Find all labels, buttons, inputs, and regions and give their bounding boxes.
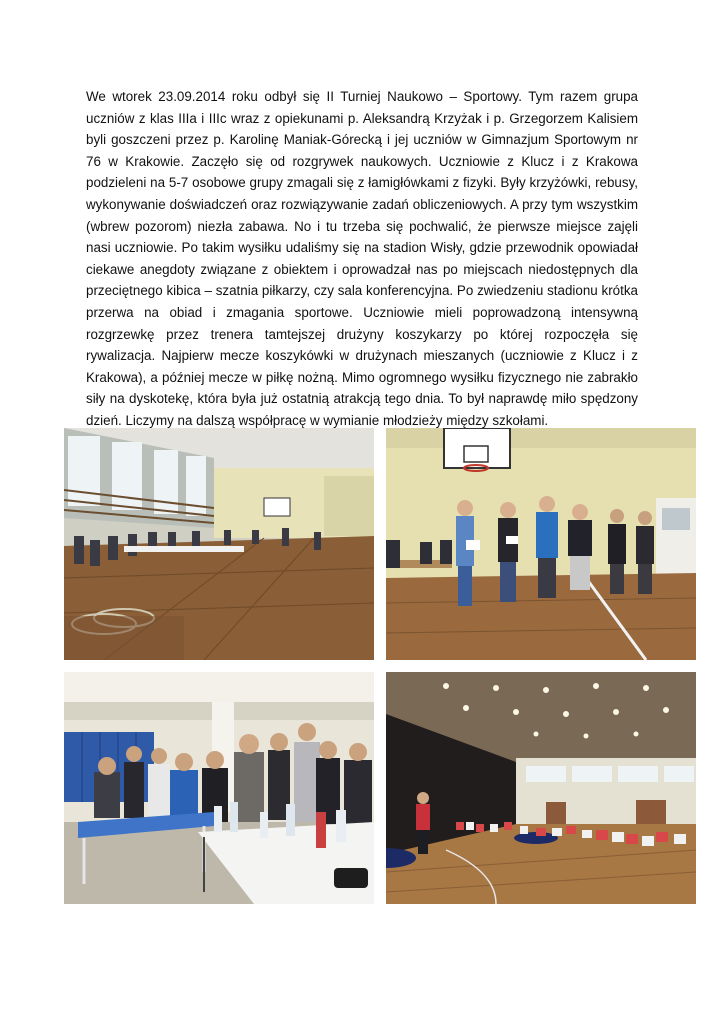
- article-paragraph: We wtorek 23.09.2014 roku odbył się II Turniej Naukowo – Sportowy. Tym razem grupa uczniów z klas IIIa i IIIc wraz z opiekunami p. Aleksandrą Krzyżak i p. Grzegorzem Kalisiem byli goszczeni przez p. Karolinę Maniak-Górecką i jej uczniów w Gimnazjum Sportowym nr 76 w Krakowie. Zaczęło się od rozgrywek naukowych. Uczniowie z Klucz i z Krakowa podzieleni na 5-7 osobowe grupy zmagali się z łamigłówkami z fizyki. Były krzyżówki, rebusy, wykonywanie doświadczeń oraz rozwiązywanie zadań obliczeniowych. A przy tym wszystkim (wbrew pozorom) niezła zabawa. No i tu trzeba się pochwalić, że pierwsze miejsce zajęli nasi uczniowie. Po takim wysiłku udaliśmy się na stadion Wisły, gdzie przewodnik opowiadał ciekawe anegdoty związane z obiektem i oprowadzał nas po miejscach niedostępnych dla przeciętnego kibica – szatnia piłkarzy, czy sala konferencyjna. Po zwiedzeniu stadionu krótka przerwa na obiad i zmagania sportowe. Uczniowie mieli poprowadzoną intensywną rozgrzewkę przez trenera tamtejszej drużyny koszykarzy po której rozpoczęła się rywalizacja. Najpierw mecze koszykówki w drużynach mieszanych (uczniowie z Klucz i z Krakowa), a później mecze w piłkę nożną. Mimo ogromnego wysiłku fizycznego nie zabrakło siły na dyskotekę, która była już ostatnią atrakcją tego dnia. To był naprawdę miło spędzony dzień. Liczymy na dalszą współpracę w wymianie młodzieży między szkołami.: [86, 89, 638, 428]
- photo-gym-tables: [64, 428, 374, 660]
- photo-sports-hall: [386, 672, 696, 904]
- photo-group-table: [64, 672, 374, 904]
- article-body: [86, 86, 638, 432]
- photo-students-presentation: [386, 428, 696, 660]
